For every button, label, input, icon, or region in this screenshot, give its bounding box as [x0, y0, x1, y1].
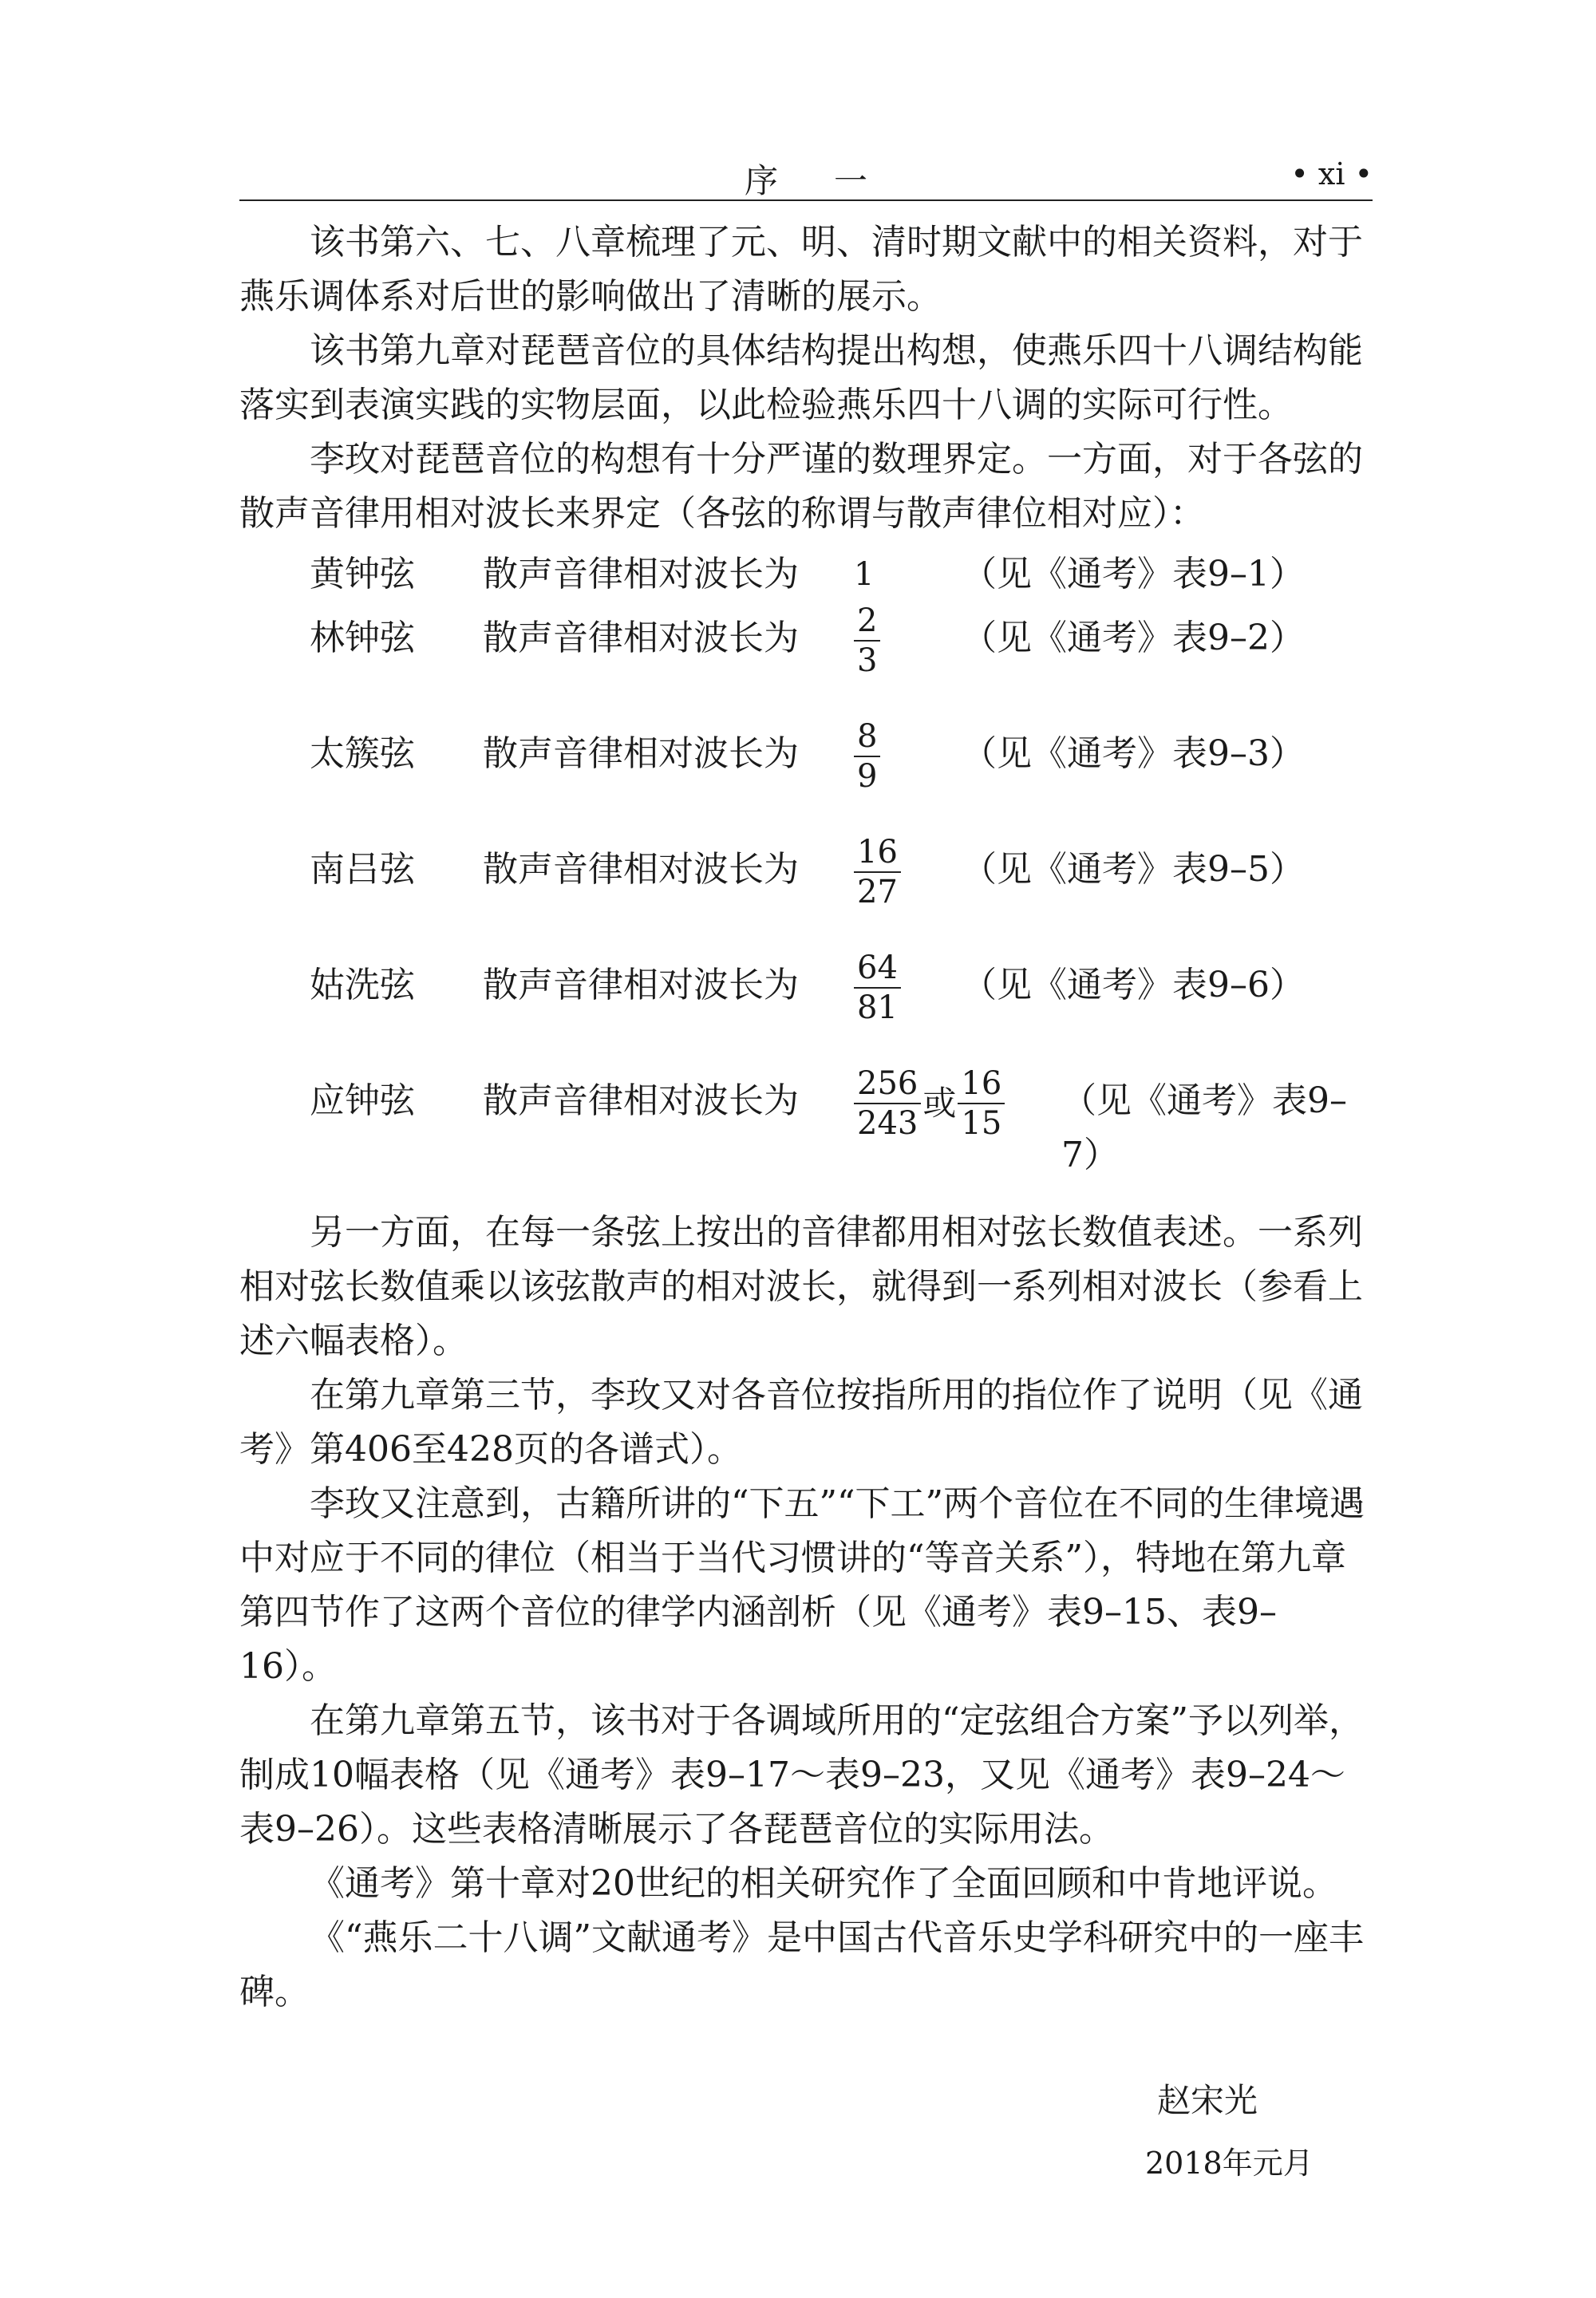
numerator: 16	[854, 833, 901, 873]
denominator: 3	[857, 642, 878, 679]
string-ref: （见《通考》表9–2）	[962, 618, 1305, 658]
string-desc: 散声音律相对波长为	[483, 733, 799, 774]
numerator: 8	[854, 717, 880, 757]
string-name: 林钟弦	[310, 618, 415, 658]
paragraph: 《通考》第十章对20世纪的相关研究作了全面回顾和中肯地评说。	[310, 1863, 1337, 1904]
table-row	[239, 950, 1373, 1074]
fraction	[854, 949, 901, 1027]
string-ref: （见《通考》表9–7）	[1061, 1080, 1347, 1175]
fraction	[854, 1064, 921, 1143]
denominator: 27	[857, 874, 898, 910]
string-desc: 散声音律相对波长为	[483, 965, 799, 1005]
string-desc: 散声音律相对波长为	[483, 849, 799, 890]
numerator: 16	[958, 1064, 1005, 1104]
string-name: 太簇弦	[310, 733, 415, 774]
page-number: • xi •	[1290, 156, 1373, 192]
string-value: 1	[854, 556, 875, 593]
denominator: 243	[857, 1105, 918, 1142]
signature-date: 2018年元月	[1145, 2146, 1314, 2181]
denominator: 81	[857, 989, 898, 1026]
paragraph: 该书第九章对琵琶音位的具体结构提出构想，使燕乐四十八调结构能落实到表演实践的实物层面，以此检验燕乐四十八调的实际可行性。	[239, 330, 1363, 425]
table-row	[239, 547, 1373, 611]
paragraph: 《“燕乐二十八调”文献通考》是中国古代音乐史学科研究中的一座丰碑。	[239, 1917, 1364, 2012]
paragraph: 该书第六、七、八章梳理了元、明、清时期文献中的相关资料，对于燕乐调体系对后世的影响做出了清晰的展示。	[239, 222, 1363, 317]
string-value	[854, 1065, 1005, 1152]
string-ref: （见《通考》表9–3）	[962, 733, 1305, 774]
page-body	[239, 215, 1373, 2020]
fraction	[958, 1064, 1005, 1143]
string-name: 黄钟弦	[310, 554, 415, 594]
or-text: 或	[922, 1084, 957, 1123]
string-desc: 散声音律相对波长为	[483, 554, 799, 594]
string-desc: 散声音律相对波长为	[483, 1080, 799, 1121]
string-name: 南吕弦	[310, 849, 415, 890]
paragraph: 李玫对琵琶音位的构想有十分严谨的数理界定。一方面，对于各弦的散声音律用相对波长来界定（各弦的称谓与散声律位相对应）：	[239, 439, 1363, 534]
string-name: 姑洗弦	[310, 965, 415, 1005]
numerator: 64	[854, 949, 901, 989]
string-ref: （见《通考》表9–5）	[962, 849, 1305, 890]
fraction	[854, 602, 880, 680]
denominator: 9	[857, 758, 878, 795]
string-name: 应钟弦	[310, 1080, 415, 1121]
paragraph: 在第九章第五节，该书对于各调域所用的“定弦组合方案”予以列举，制成10幅表格（见《通考》表9–17～表9–23，又见《通考》表9–24～表9–26）。这些表格清晰展示了各琵琶音位的实际用法。	[239, 1700, 1364, 1850]
denominator: 15	[961, 1105, 1002, 1142]
fraction	[854, 717, 880, 796]
string-ref: （见《通考》表9–6）	[962, 965, 1305, 1005]
strings-table	[239, 547, 1373, 1190]
paragraph: 李玫又注意到，古籍所讲的“下五”“下工”两个音位在不同的生律境遇中对应于不同的律位（相当于当代习惯讲的“等音关系”），特地在第九章第四节作了这两个音位的律学内涵剖析（见《通考》表9–15、表9–16）。	[239, 1483, 1365, 1687]
string-ref: （见《通考》表9–1）	[962, 554, 1305, 594]
string-value	[854, 834, 901, 921]
string-value	[854, 950, 901, 1036]
fraction	[854, 833, 901, 911]
numerator: 256	[854, 1064, 921, 1104]
author-signature: 赵宋光	[1157, 2081, 1258, 2120]
table-row	[239, 602, 1373, 727]
running-title: 序一	[744, 161, 923, 200]
page-header	[239, 152, 1373, 201]
string-value	[854, 718, 880, 805]
paragraph: 在第九章第三节，李玫又对各音位按指所用的指位作了说明（见《通考》第406至428页的各谱式）。	[239, 1375, 1363, 1470]
paragraph: 另一方面，在每一条弦上按出的音律都用相对弦长数值表述。一系列相对弦长数值乘以该弦散声的相对波长，就得到一系列相对波长（参看上述六幅表格）。	[239, 1212, 1363, 1361]
table-row	[239, 1065, 1373, 1190]
string-desc: 散声音律相对波长为	[483, 618, 799, 658]
numerator: 2	[854, 602, 880, 642]
string-value	[854, 602, 880, 689]
table-row	[239, 834, 1373, 958]
table-row	[239, 718, 1373, 843]
